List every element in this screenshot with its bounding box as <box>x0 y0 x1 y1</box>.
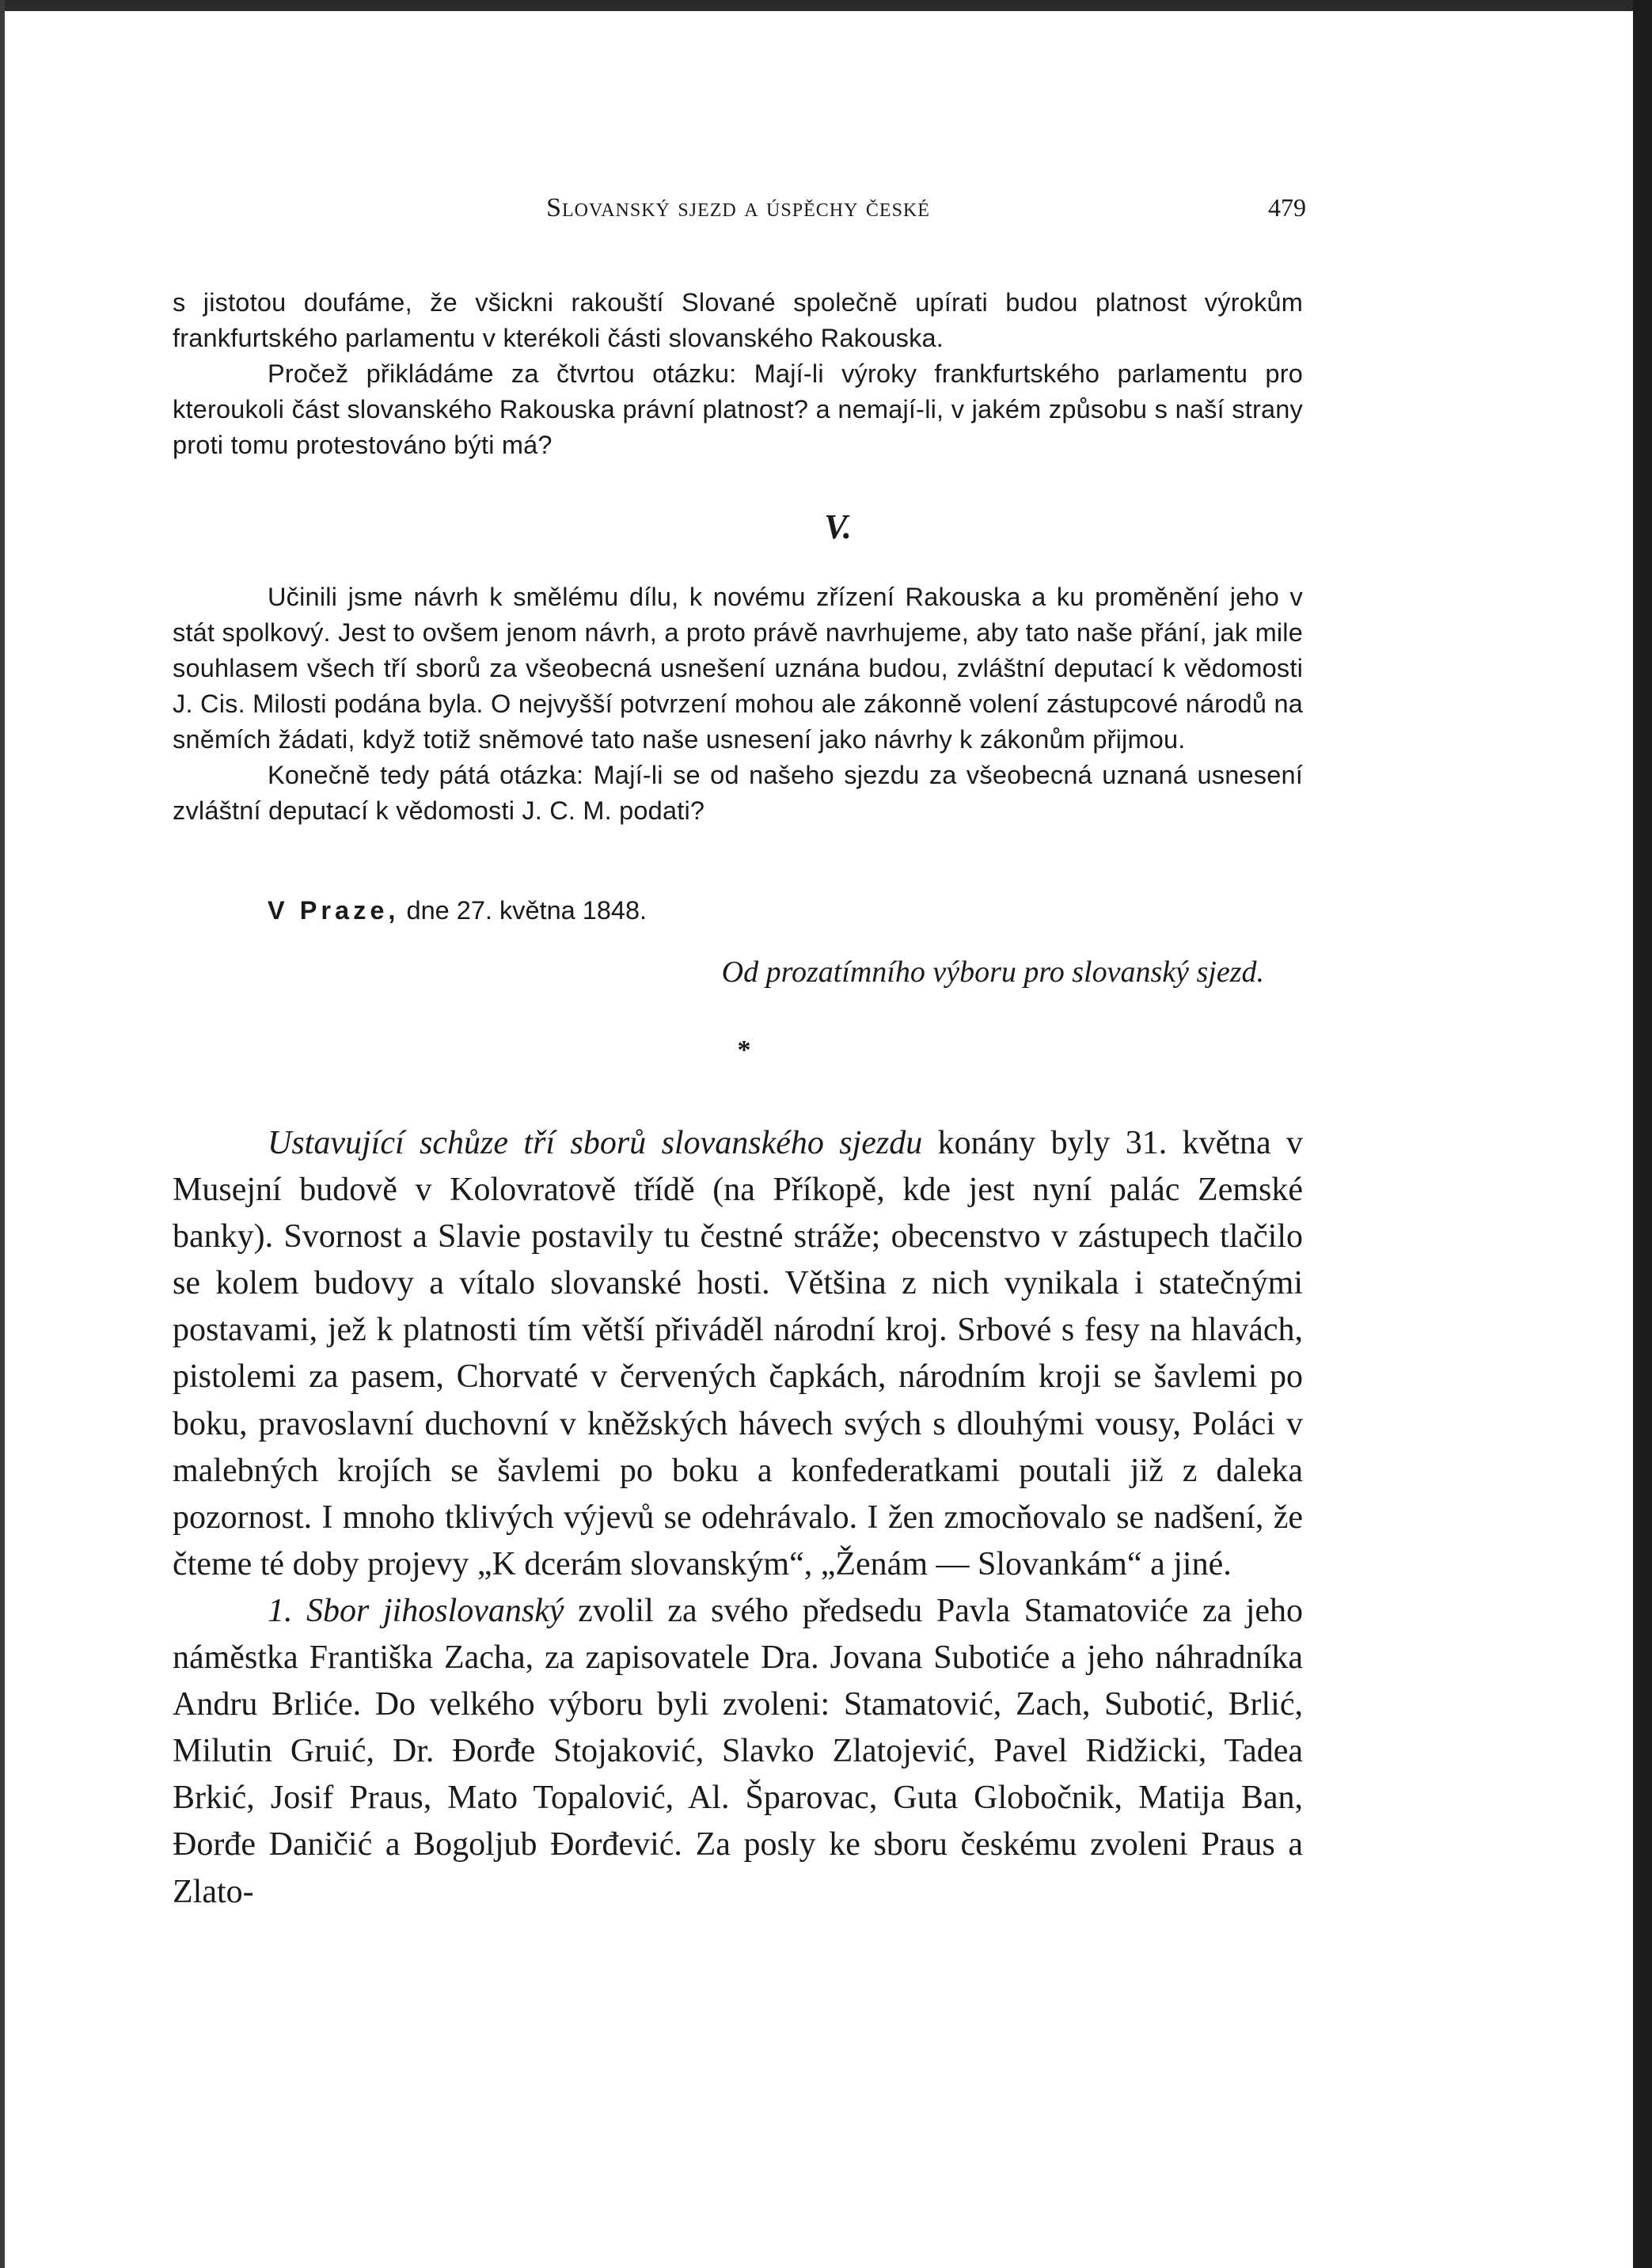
dateline-date: dne 27. května 1848. <box>406 896 648 925</box>
page-number: 479 <box>1268 193 1306 222</box>
signature: Od prozatímního výboru pro slovanský sjezd. <box>721 955 1264 989</box>
running-title <box>170 193 1306 223</box>
paragraph-text: konány byly 31. května v Musejní budově v Kolovratově třídě (na Příkopě, kde jest nyní palác Zemské banky). Svornost a Slavie postavily tu čestné stráže; obecenstvo v zástupech tlačilo se kolem budovy a vítalo slovanské hosti. Většina z nich vynikala i statečnými postavami, jež k platnosti tím větší přiváděl národní kroj. Srbové s fesy na hlavách, pistolemi za pasem, Chorvaté v červených čapkách, národním kroji se šavlemi po boku, pravoslavní duchovní v kněžských hávech svých s dlouhými vousy, Poláci v malebných krojích se šavlemi po boku a konfederatkami poutali již z daleka pozornost. I mnoho tklivých výjevů se odehrávalo. I žen zmocňovalo se nadšení, že čteme té doby projevy „K dcerám slovanským“, „Ženám — Slovankám“ a jiné. <box>173 1125 1303 1582</box>
paragraph <box>173 1120 1303 1588</box>
scan-edge-top <box>0 0 1652 11</box>
dateline <box>268 893 647 929</box>
scan-edge-right <box>1633 0 1652 2268</box>
running-title-text: Slovanský sjezd a úspěchy české <box>546 193 930 222</box>
paragraph: Pročež přikládáme za čtvrtou otázku: Mají-li výroky frankfurtského parlamentu pro kteroukoli část slovanského Rakouska právní platnost? a nemají-li, v jakém způsobu s naší strany proti tomu protestováno býti má? <box>173 359 1303 459</box>
section-numeral: V. <box>824 507 852 546</box>
paragraph: Konečně tedy pátá otázka: Mají-li se od našeho sjezdu za všeobecná uznaná usnesení zvláštní deputací k vědomosti J. C. M. podati? <box>173 761 1303 825</box>
dateline-place: V Praze, <box>268 896 400 925</box>
section-separator: * <box>737 1035 751 1065</box>
paragraph <box>173 1588 1303 1916</box>
page-header <box>170 193 1306 228</box>
paragraph-text: zvolil za svého předsedu Pavla Stamatoviće za jeho náměstka Františka Zacha, za zapisovatele Dra. Jovana Subotiće a jeho náhradníka Andru Brliće. Do velkého výboru byli zvoleni: Stamatović, Zach, Subotić, Brlić, Milutin Gruić, Dr. Đorđe Stojaković, Slavko Zlatojević, Pavel Ridžicki, Tadea Brkić, Josif Praus, Mato Topalović, Al. Šparovac, Guta Globočnik, Matija Ban, Đorđe Daničić a Bogoljub Đorđević. Za posly ke sboru českému zvoleni Praus a Zlato- <box>173 1592 1304 1910</box>
emphasis: Ustavující schůze tří sborů slovanského sjezdu <box>268 1125 923 1161</box>
emphasis: 1. Sbor jihoslovanský <box>268 1592 564 1629</box>
section-heading <box>0 507 1652 547</box>
quoted-block-1 <box>173 285 1303 463</box>
main-body-text <box>173 1120 1303 1916</box>
paragraph: Učinili jsme návrh k smělému dílu, k novému zřízení Rakouska a ku proměnění jeho v stát spolkový. Jest to ovšem jenom návrh, a proto právě navrhujeme, aby tato naše přání, jak mile souhlasem všech tří sborů za všeobecná usnešení uznána budou, zvláštní deputací k vědomosti J. Cis. Milosti podána byla. O nejvyšší potvrzení mohou ale zákonně volení zástupcové národů na sněmích žádati, když totiž sněmové tato naše usnesení jako návrhy k zákonům přijmou. <box>173 583 1303 754</box>
paragraph: s jistotou doufáme, že všickni rakouští Slované společně upírati budou platnost výrokům frankfurtského parlamentu v kterékoli části slovanského Rakouska. <box>173 288 1303 352</box>
quoted-block-2 <box>173 579 1303 829</box>
scan-edge-left <box>0 0 5 2268</box>
